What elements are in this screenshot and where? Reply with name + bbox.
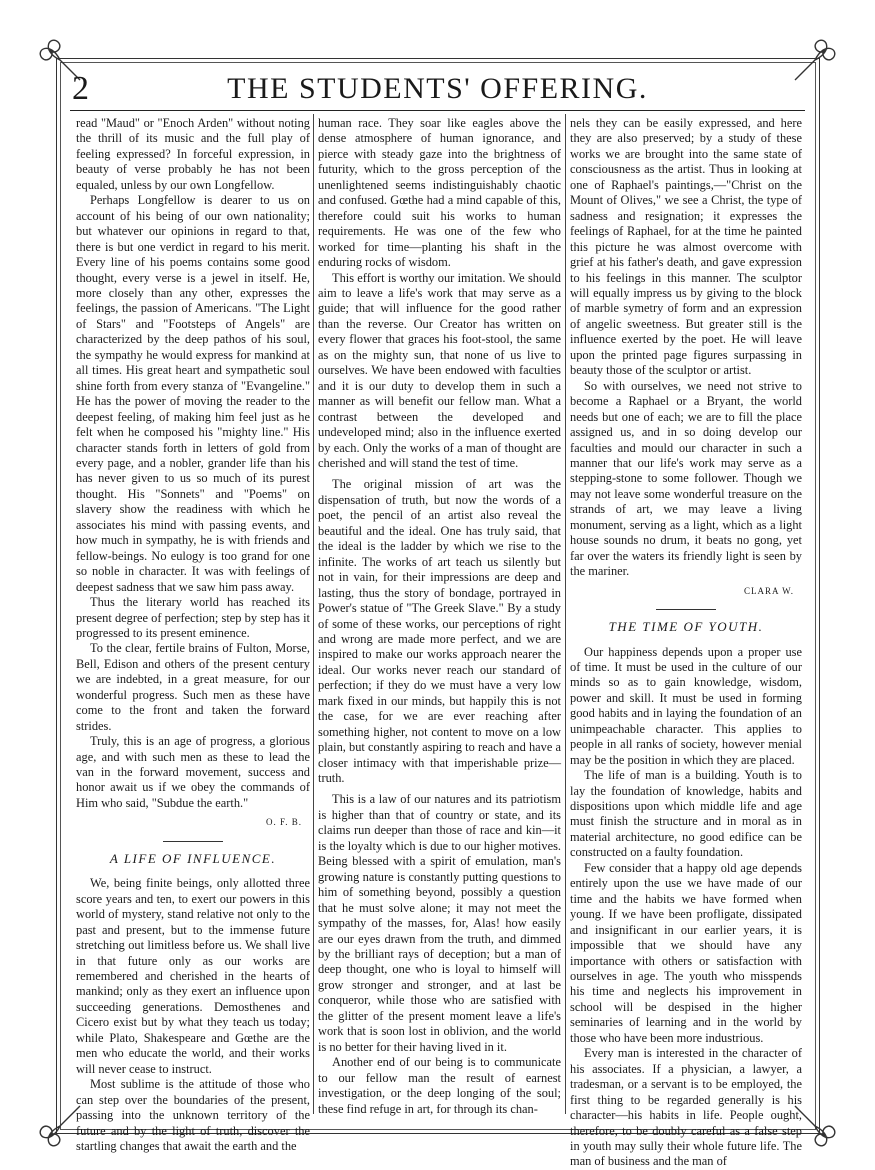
- column-divider: [313, 114, 314, 1114]
- paragraph: So with ourselves, we need not strive to become a Raphael or a Bryant, the world needs but one of each; we are to fill the place assigned us, and in so doing develop our faculties and mould our character in such a manner that our life's work may serve as a stepping-stone to some follower. Though we may not leave some wonderful treasure on the strands of art, we may leave a living monument, serving as a light, which as a light house sounds no drum, it beats no gong, yet far over the waters its friendly light is seen by the mariner.: [570, 378, 802, 579]
- paragraph: Every man is interested in the character of his associates. If a physician, a lawyer, a tradesman, or a servant is to be employed, the first thing to be regarded generally is his character—his habits in life. People ought, therefore, to be doubly careful as a false step in youth may sully their whole future life. The man of business and the man of: [570, 1046, 802, 1169]
- header-rule: [70, 110, 805, 111]
- paragraph: This effort is worthy our imitation. We should aim to leave a life's work that may serve as a guide; that will influence for the good rather than the reverse. Our Creator has written on every flower that graces his foot-stool, the same as on the mighty sun, that none of us live to ourselves. We have been endowed with faculties and it is our duty to develop them in such a manner as will benefit our fellow man. What a contrast between the developed and undeveloped mind; also in the influence exerted by each. Only the works of a man of thought are cherished and will stand the test of time.: [318, 270, 561, 470]
- paragraph: human race. They soar like eagles above the dense atmosphere of human ignorance, and pierce with steady gaze into the brightness of futurity, which to the gross perception of the unenlightened seems indistinguishably chaotic and confused. Gœthe had a mind capable of this, therefore could suit his works to human requirements. He was one of the few who worked for time—planting his shaft in the enduring rocks of wisdom.: [318, 116, 561, 270]
- paragraph: Another end of our being is to communicate to our fellow man the result of earnest investigation, or the deep longing of the soul; these find refuge in art, for through its chan-: [318, 1055, 561, 1116]
- paragraph: read "Maud" or "Enoch Arden" without noting the thrill of its music and the full play of feeling expressed? In forceful expression, in beauty of verse probably he has not been equaled, unless by our own Longfellow.: [76, 116, 310, 192]
- column-divider: [565, 114, 566, 1114]
- article-heading: A LIFE OF INFLUENCE.: [76, 841, 310, 866]
- paragraph: To the clear, fertile brains of Fulton, Morse, Bell, Edison and others of the present century we are indebted, in a great measure, for our wonderful progress. Such men as these have come to the front and taken the forward strides.: [76, 641, 310, 733]
- page-number: 2: [72, 70, 89, 107]
- paragraph: Most sublime is the attitude of those who can step over the boundaries of the present, passing into the unknown territory of the future and by the light of truth, discover the startling changes that await the earth and the: [76, 1077, 310, 1153]
- paragraph: nels they can be easily expressed, and here they are also preserved; by a study of these works we are brought into the same state of consciousness as the artist. Thus in looking at one of Raphael's paintings,—"Christ on the Mount of Olives," we see a Christ, the type of sadness and resignation; it expresses the feelings of Raphael, for at the time he painted this picture he was almost overcome with grief at his father's death, and gave expression to his feelings in this manner. The sculptor will equally impress us by giving to the block of marble symetry of form and an expression of angelic sweetness. But greater still is the influence exerted by the poet. He will leave upon the printed page figures surpassing in beauty those of the sculptor or artist.: [570, 116, 802, 378]
- author-signature: CLARA W.: [743, 585, 794, 596]
- paragraph: This is a law of our natures and its patriotism is higher than that of country or state, and its claims run deeper than those of race and kin—it is the loyalty which is due to our higher motives. Being blessed with a spirit of emulation, man's growing nature is constantly putting questions to him of something beyond, possibly a question that he must solve alone; it may not meet the sympathy of the masses, for, Alas! how easily are our eyes drawn from the truth, and dimmed by the brilliant rays of deception; but a man of deep thought, one who is loyal to himself will grow stronger and stronger, and at last be conqueror, while those who are satisfied with the glitter of the present moment leave a life's work that is soon lost in oblivion, and the world is no better for their having lived in it.: [318, 792, 561, 1054]
- paragraph: We, being finite beings, only allotted three score years and ten, to exert our powers in this world of mystery, stand relative not only to the past and present, but to the immense future stretching out limitless before us. We shall live in that future only as our works are remembered and cherished in the hearts of mankind; only as they exert an influence upon succeeding generations. Demosthenes and Cicero exist but by what they teach us today; while Plato, Shakespeare and Gœthe are the men who educate the world, and their works will never cease to instruct.: [76, 876, 310, 1076]
- paragraph: Thus the literary world has reached its present degree of perfection; step by step has it progressed to its present eminence.: [76, 595, 310, 640]
- column-1: [76, 116, 310, 1154]
- author-signature: O. F. B.: [265, 817, 302, 828]
- paragraph: The life of man is a building. Youth is to lay the foundation of knowledge, habits and dispositions upon which middle life and age must finish the structure and in moral as in material architecture, no good edifice can be constructed on a faulty foundation.: [570, 768, 802, 860]
- article-heading: THE TIME OF YOUTH.: [570, 609, 802, 634]
- column-3: [570, 116, 802, 1170]
- column-2: [318, 116, 561, 1117]
- paragraph: Our happiness depends upon a proper use of time. It must be used in the culture of our minds so as to gain knowledge, wisdom, power and skill. It must be used in forming good habits and in laying the foundation of an unimpeachable character. This applies to people in all ranks of society, however menial may be the position in which they are placed.: [570, 644, 802, 767]
- paragraph: Few consider that a happy old age depends entirely upon the use we have made of our time and the habits we have formed when young. If we have been profligate, dissipated and insignificant in our earlier years, it is impossible that we should have any importance with others or satisfaction with ourselves in age. The youth who misspends his time and neglects his improvement in school will be despised in the higher seminaries of learning and in the world by those who have been more industrious.: [570, 860, 802, 1045]
- paragraph: Truly, this is an age of progress, a glorious age, and with such men as these to lead the van in the forward movement, success and honor await us if we obey the commands of Him who said, "Subdue the earth.": [76, 734, 310, 810]
- masthead-title: THE STUDENTS' OFFERING.: [227, 72, 648, 105]
- paragraph: The original mission of art was the dispensation of truth, but now the words of a poet, the pencil of an artist also reveal the beautiful and the ideal. One has truly said, that the ideal is the ladder by which we rise to the infinite. The works of art teach us silently but not in vain, for their impressions are deep and lasting, thus the story of bondage, portrayed in Power's statue of "The Greek Slave." By a study of some of these works, our perceptions of right and wrong are made more perfect, and we are inspired to make our works approach nearer the ideal. Our works never reach our standard of perfection; if they do we must have a very low mark fixed in our minds, but happily this is not the case, for we are ever reaching after something higher, not content to move on a low plain, but constantly aspiring to reach and have a closer intimacy with that imperishable prize—truth.: [318, 477, 561, 786]
- paragraph: Perhaps Longfellow is dearer to us on account of his being of our own nationality; but whatever our opinions in regard to that, there is but one verdict in regard to his merit. Every line of his poems contains some good thought, every verse is a jewel in itself. He, more closely than any other, expresses the feelings, the passion of Americans. "The Light of Stars" and "Footsteps of Angels" are characterized by the deep pathos of his soul, the sympathy he would express for mankind at all times. His great heart and sympathetic soul shine forth from every stanza of "Evangeline." He has the power of moving the reader to the deepest feeling, of making him feel just as he felt when he composed his "mighty line." His character stands forth in letters of gold from every page, and a nobler, grander life than his has never given to us so much of its purest thought. His "Sonnets" and "Poems" on slavery show the readiness with which he associates his mind with passing events, and how much in sympathy, he is with friends and fellow-beings. No eulogy is too grand for one so noble in character. It was with feelings of deepest sadness that we saw him pass away.: [76, 193, 310, 594]
